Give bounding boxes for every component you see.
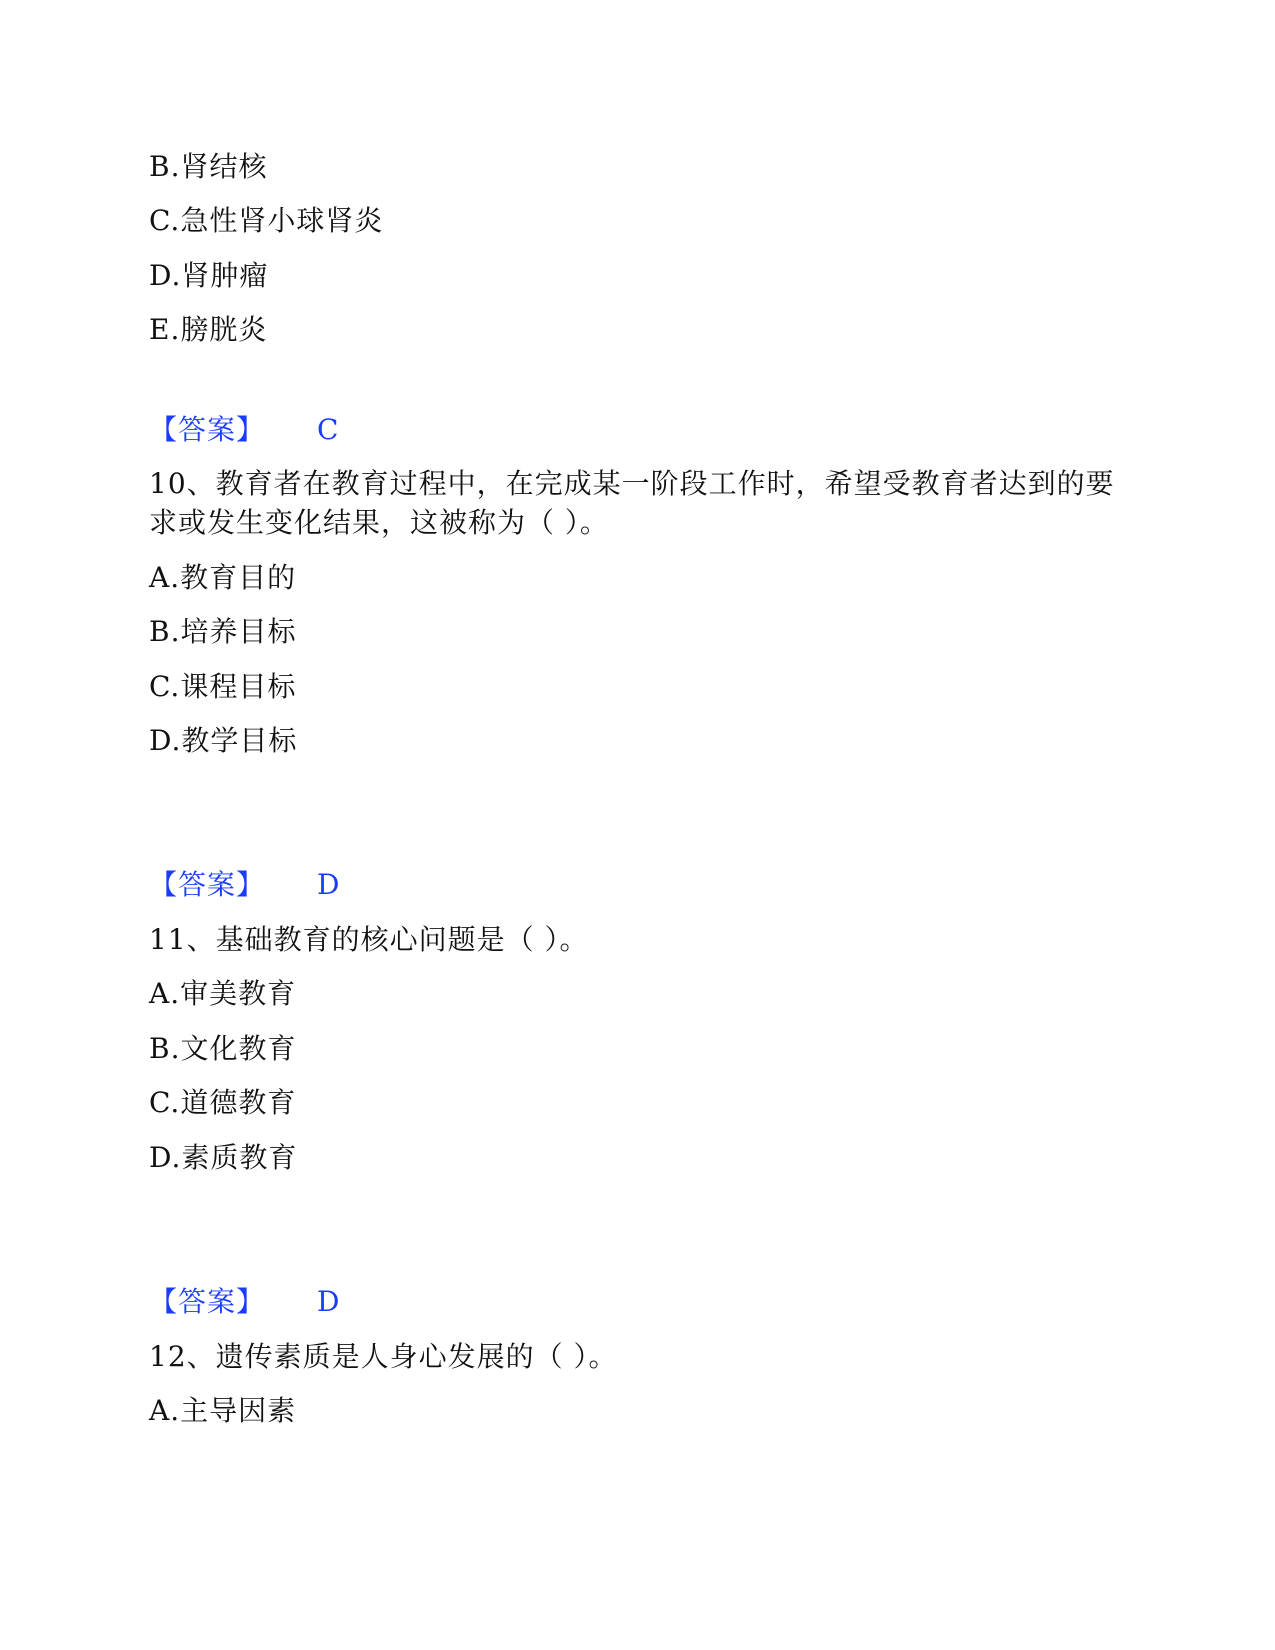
answer-value: D [317, 1285, 341, 1318]
question-10-option-d: D.教学目标 [149, 724, 298, 757]
question-10-stem-line-2: 求或发生变化结果，这被称为（ ）。 [149, 506, 609, 539]
question-10-answer-line [149, 868, 340, 902]
question-10-option-c: C.课程目标 [149, 670, 297, 703]
answer-label: 【答案】 [149, 1285, 266, 1318]
question-11-option-c: C.道德教育 [149, 1086, 297, 1119]
question-12-option-a: A.主导因素 [149, 1394, 297, 1427]
question-10-stem-line-1: 10、教育者在教育过程中，在完成某一阶段工作时，希望受教育者达到的要 [149, 467, 1115, 500]
question-11-option-d: D.素质教育 [149, 1141, 298, 1174]
answer-line [149, 413, 339, 447]
question-12-stem: 12、遗传素质是人身心发展的（ ）。 [149, 1340, 618, 1373]
answer-value: D [317, 868, 341, 901]
option-b: B.肾结核 [149, 150, 268, 183]
question-11-stem: 11、基础教育的核心问题是（ ）。 [149, 923, 589, 956]
question-10-option-b: B.培养目标 [149, 615, 297, 648]
question-10-option-a: A.教育目的 [149, 561, 297, 594]
answer-label: 【答案】 [149, 413, 266, 446]
answer-value: C [317, 413, 340, 446]
option-c: C.急性肾小球肾炎 [149, 204, 384, 237]
option-d: D.肾肿瘤 [149, 259, 269, 292]
answer-label: 【答案】 [149, 868, 266, 901]
option-e: E.膀胱炎 [149, 313, 268, 346]
question-11-option-a: A.审美教育 [149, 977, 297, 1010]
question-11-option-b: B.文化教育 [149, 1032, 297, 1065]
question-11-answer-line [149, 1285, 340, 1319]
